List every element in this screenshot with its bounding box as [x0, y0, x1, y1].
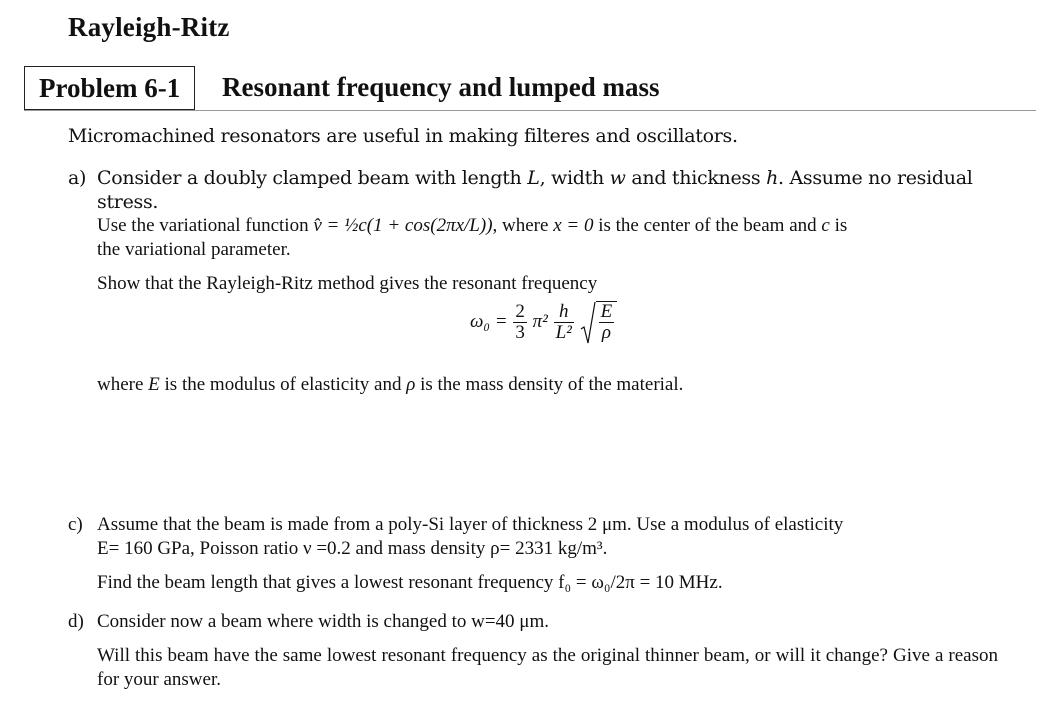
- part-a-label: a): [68, 167, 87, 189]
- formula-frac2-den: L²: [555, 321, 572, 343]
- part-a-line2-post: is: [829, 215, 848, 236]
- part-a-where-line: [97, 373, 998, 397]
- var-h: h: [766, 167, 778, 189]
- part-a-line2-pre: Use the variational function: [97, 215, 314, 236]
- var-rho: ρ: [406, 374, 416, 395]
- formula-sqrt-den: ρ: [601, 322, 611, 343]
- part-a-line1-mid: , width: [539, 167, 610, 189]
- formula-pi-sq: π²: [532, 311, 548, 332]
- var-E: E: [148, 374, 160, 395]
- formula-lhs: ω₀ =: [470, 311, 508, 332]
- where-pre: where: [97, 374, 149, 395]
- formula-frac2-num: h: [554, 302, 574, 323]
- formula-frac-E-rho: [599, 302, 615, 343]
- problem-header: [24, 66, 1036, 111]
- part-a-line2-mid2: is the center of the beam and: [593, 215, 822, 236]
- var-L: L: [527, 167, 540, 189]
- variational-function: v̂ = ½c(1 + cos(2πx/L)): [313, 215, 493, 236]
- formula-frac1-num: 2: [515, 300, 525, 322]
- sqrt-symbol-icon: [580, 301, 596, 345]
- part-a-line1-mid2: and thickness: [625, 167, 767, 189]
- where-mid: is the modulus of elasticity and: [159, 374, 407, 395]
- part-a-line2-mid: , where: [492, 215, 554, 236]
- part-a-line2: [97, 214, 998, 238]
- part-a-show-text: Show that the Rayleigh-Ritz method gives the resonant frequency: [97, 273, 598, 294]
- formula-frac1-den: 3: [515, 321, 525, 343]
- part-c-label: c): [68, 514, 83, 535]
- problem-number-box: Problem 6-1: [24, 66, 195, 110]
- part-d-label: d): [68, 611, 84, 632]
- part-a-where: [68, 373, 998, 397]
- part-d: [68, 610, 998, 692]
- intro-text: Micromachined resonators are useful in making filteres and oscillators.: [68, 125, 738, 147]
- part-d-line1: Consider now a beam where width is changed to w=40 μm.: [97, 611, 550, 632]
- var-c: c: [821, 215, 830, 236]
- part-c: [68, 513, 998, 595]
- problem-title: Resonant frequency and lumped mass: [222, 72, 660, 102]
- part-a-line1: [97, 166, 998, 214]
- center-condition: x = 0: [553, 215, 594, 236]
- part-a-line1-post: . Assume no residual stress.: [97, 167, 973, 213]
- part-a: [68, 166, 998, 296]
- part-c-line2: E= 160 GPa, Poisson ratio ν =0.2 and mass density ρ= 2331 kg/m³.: [97, 538, 608, 559]
- formula-sqrt-num: E: [600, 301, 613, 322]
- part-c-line1: Assume that the beam is made from a poly-Si layer of thickness 2 μm. Use a modulus of elasticity: [97, 514, 844, 535]
- formula-sqrt: [580, 301, 618, 343]
- part-a-line3: the variational parameter.: [97, 239, 291, 260]
- part-a-line1-pre: Consider a doubly clamped beam with length: [97, 167, 528, 189]
- resonant-frequency-formula: [470, 301, 617, 343]
- formula-frac-h-L2: [554, 302, 574, 343]
- part-d-line2: Will this beam have the same lowest resonant frequency as the original thinner beam, or will it change? Give a reason for your answer.: [97, 645, 998, 690]
- part-c-line3: Find the beam length that gives a lowest resonant frequency f₀ = ω₀/2π = 10 MHz.: [97, 572, 723, 593]
- where-post: is the mass density of the material.: [415, 374, 684, 395]
- section-title: Rayleigh-Ritz: [68, 12, 230, 42]
- formula-frac-2-3: [513, 302, 527, 343]
- var-w: w: [609, 167, 626, 189]
